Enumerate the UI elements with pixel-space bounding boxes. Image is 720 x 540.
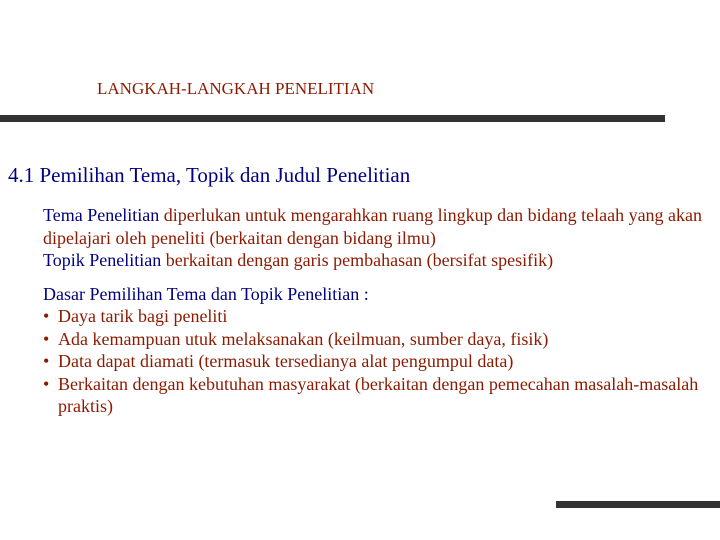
bullet-icon: • — [43, 351, 50, 371]
definition-term: Topik Penelitian — [43, 250, 162, 270]
bullet-icon: • — [43, 306, 50, 326]
definition-tema — [43, 204, 703, 249]
list-item-text: Berkaitan dengan kebutuhan masyarakat (berkaitan dengan pemecahan masalah-masalah praktis) — [58, 373, 699, 416]
definition-text: berkaitan dengan garis pembahasan (bersifat spesifik) — [161, 250, 554, 270]
bullet-icon: • — [43, 328, 50, 349]
list-item — [43, 328, 703, 351]
definition-topik — [43, 249, 703, 272]
content-body — [43, 204, 703, 418]
list-item-text: Daya tarik bagi peneliti — [58, 306, 228, 326]
bottom-divider-bar — [556, 501, 720, 508]
bullet-icon: • — [43, 373, 50, 394]
criteria-list — [43, 305, 703, 418]
top-divider-bar — [0, 115, 665, 122]
list-item — [43, 305, 703, 328]
definition-text: diperlukan untuk mengarahkan ruang lingkup dan bidang telaah yang akan dipelajari oleh peneliti (berkaitan dengan bidang ilmu) — [43, 205, 703, 248]
definition-term: Tema Penelitian — [43, 205, 160, 225]
list-item — [43, 350, 703, 373]
list-item-text: Ada kemampuan utuk melaksanakan (keilmuan, sumber daya, fisik) — [58, 328, 549, 349]
list-item — [43, 373, 703, 418]
criteria-heading: Dasar Pemilihan Tema dan Topik Penelitian : — [43, 283, 369, 304]
section-heading: 4.1 Pemilihan Tema, Topik dan Judul Penelitian — [8, 163, 411, 187]
slide-title: LANGKAH-LANGKAH PENELITIAN — [97, 79, 375, 98]
spacer — [43, 272, 703, 283]
list-item-text: Data dapat diamati (termasuk tersedianya alat pengumpul data) — [58, 351, 514, 371]
